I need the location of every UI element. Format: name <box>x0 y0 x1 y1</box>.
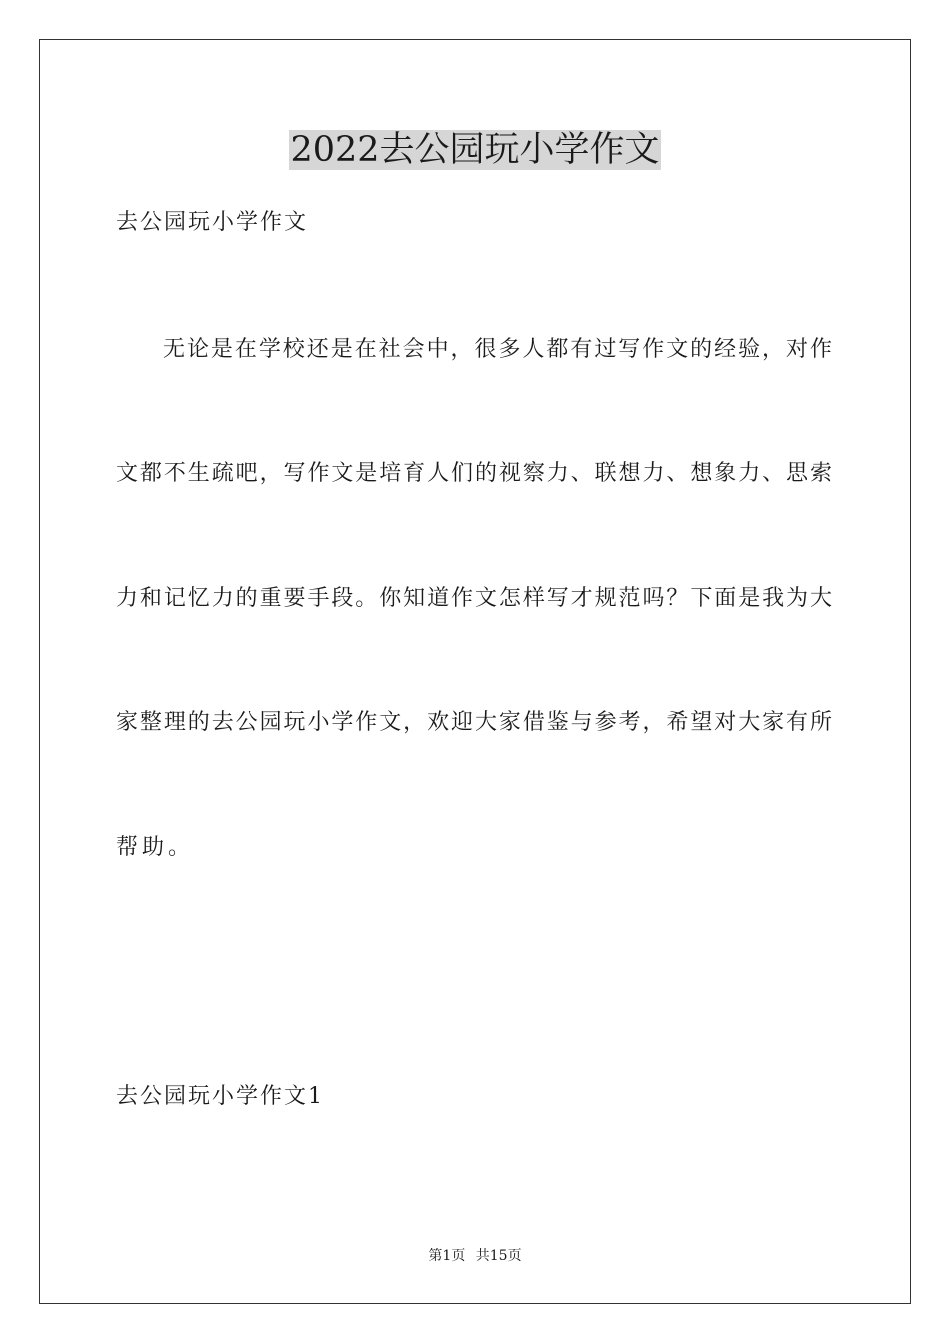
page-footer: 第1页 共15页 <box>428 1248 522 1264</box>
paragraph-line: 家整理的去公园玩小学作文，欢迎大家借鉴与参考，希望对大家有所 <box>116 710 832 735</box>
paragraph-line: 文都不生疏吧，写作文是培育人们的视察力、联想力、想象力、思索 <box>116 461 832 486</box>
paragraph-line: 帮助。 <box>116 835 195 860</box>
title-text: 2022去公园玩小学作文 <box>290 130 660 170</box>
subtitle: 去公园玩小学作文 <box>116 210 309 235</box>
section-heading: 去公园玩小学作文1 <box>116 1084 324 1109</box>
paragraph-line: 力和记忆力的重要手段。你知道作文怎样写才规范吗？下面是我为大 <box>116 586 832 611</box>
paragraph-line: 无论是在学校还是在社会中，很多人都有过写作文的经验，对作 <box>163 337 832 362</box>
document-title <box>0 128 950 172</box>
